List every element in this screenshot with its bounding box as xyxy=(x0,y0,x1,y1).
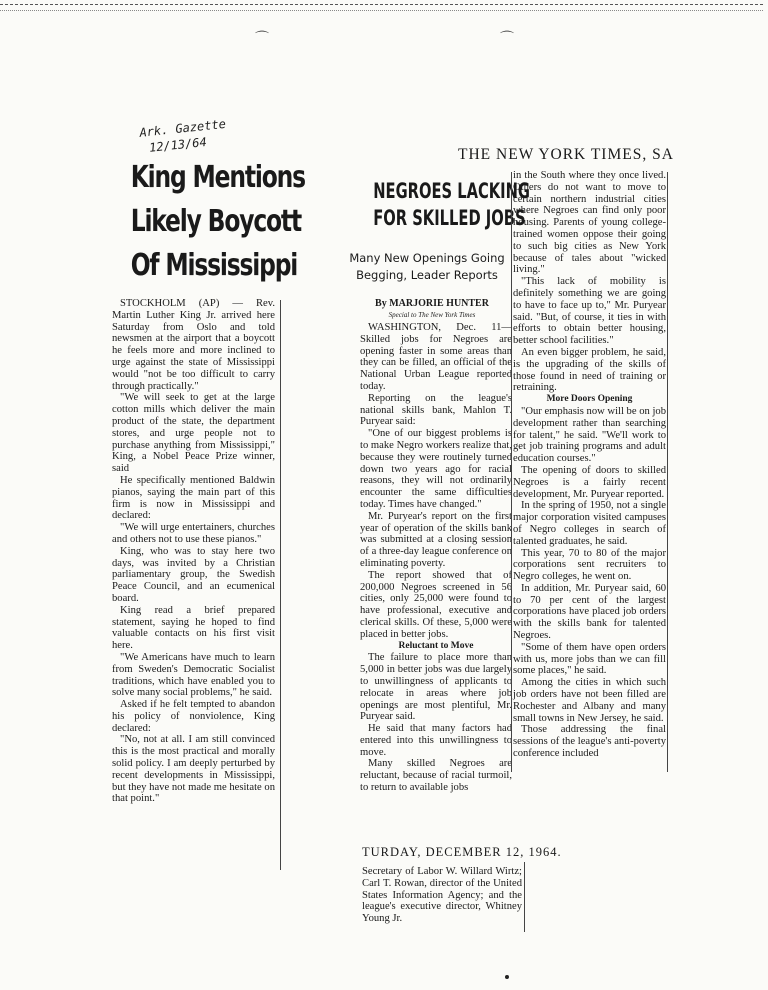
paragraph: "Our emphasis now will be on job development rather than searching for talent," he said. "We'll work to get job training programs and adult education courses." xyxy=(513,405,666,465)
paragraph: King, who was to stay here two days, was invited by a Christian parliamentary group, the Swedish Peace Council, and an ecumenical board. xyxy=(112,545,275,604)
column-rule xyxy=(667,172,668,772)
paragraph: "One of our biggest problems is to make Negro workers realize that, because they were routinely turned down two years ago for racial reasons, they will not ordinarily encounter the same difficulties today. Times have changed." xyxy=(360,428,512,510)
paragraph: King read a brief prepared statement, saying he hoped to find valuable contacts on his first visit here. xyxy=(112,604,275,652)
special-credit: Special to The New York Times xyxy=(388,311,476,319)
paragraph: Asked if he felt tempted to abandon his policy of nonviolence, King declared: xyxy=(112,699,275,734)
scan-edge-line xyxy=(0,4,763,5)
paragraph: The report showed that of 200,000 Negroes screened in 56 cities, only 25,000 were found to have professional, executive and clerical skills. Of these, 5,000 were placed in better jobs. xyxy=(360,569,512,640)
left-headline xyxy=(130,156,305,288)
paragraph: The failure to place more than 5,000 in better jobs was due largely to unwillingness of applicants to relocate in areas where job openings are most plentiful, Mr. Puryear said. xyxy=(360,652,512,723)
right-headline xyxy=(373,178,530,232)
scan-speck xyxy=(505,975,509,979)
left-headline-line: Likely Boycott xyxy=(130,204,301,239)
paragraph: "We Americans have much to learn from Sweden's Democratic Socialist traditions, which have enabled you to solve many social problems," he said. xyxy=(112,651,275,699)
section-subtitle: More Doors Opening xyxy=(546,394,633,405)
paragraph: "No, not at all. I am still convinced this is the most practical and morally solid policy. I am deeply perturbed by recent developments in Mississippi, but they have not made me hesitate on that point." xyxy=(112,734,275,805)
paragraph: Those addressing the final sessions of the league's anti-poverty conference included xyxy=(513,724,666,760)
paragraph: In addition, Mr. Puryear said, 60 to 70 per cent of the largest corporations have placed job orders with the skills bank for talented Negroes. xyxy=(513,582,666,642)
paragraph: The opening of doors to skilled Negroes is a fairly recent development, Mr. Puryear reported. xyxy=(513,464,666,500)
paragraph: In the spring of 1950, not a single major corporation visited campuses of Negro colleges in search of talented graduates, he said. xyxy=(513,500,666,547)
scan-edge-line xyxy=(0,10,763,11)
paragraph: Secretary of Labor W. Willard Wirtz; Carl T. Rowan, director of the United States Information Agency; and the league's executive director, Whitney Young Jr. xyxy=(362,866,522,925)
right-article-continuation xyxy=(362,866,522,946)
paragraph: He specifically mentioned Baldwin pianos, saying the main part of this firm is now in Mississippi and declared: xyxy=(112,474,275,522)
paragraph: "We will seek to get at the large cotton mills which deliver the main product of the state, the department stores, and urge people not to purchase anything from Mississippi," King, a Nobel Peace Prize winner, said xyxy=(112,392,275,475)
paragraph: Mr. Puryear's report on the first year of operation of the skills bank was submitted at a closing session of a three-day league conference on eliminating poverty. xyxy=(360,510,512,569)
scan-mark: ⌒ xyxy=(500,32,514,47)
bottom-dateline: TURDAY, DECEMBER 12, 1964. xyxy=(362,845,562,859)
right-article-column-2 xyxy=(513,170,666,772)
handwritten-date: 12/13/64 xyxy=(148,134,208,155)
column-rule xyxy=(511,172,512,772)
left-article-body xyxy=(112,298,275,873)
scan-mark: ⌒ xyxy=(255,32,269,47)
paragraph: This year, 70 to 80 of the major corporations sent recruiters to Negro colleges, he went on. xyxy=(513,547,666,583)
paragraph: "Some of them have open orders with us, more jobs than we can fill some places," he said. xyxy=(513,641,666,677)
right-headline-line: FOR SKILLED JOBS xyxy=(373,206,526,230)
right-headline-line: NEGROES LACKING xyxy=(373,179,530,203)
left-article xyxy=(112,148,305,878)
column-rule xyxy=(524,862,525,932)
right-article-column-1 xyxy=(360,322,512,794)
handwritten-source: Ark. Gazette xyxy=(138,116,227,140)
paragraph: Many skilled Negroes are reluctant, because of racial turmoil, to return to available jobs xyxy=(360,758,512,794)
paragraph: in the South where they once lived. Others do not want to move to certain northern industrial cities where Negroes can find only poor housing. Parents of young college-trained women oppose their going to such big cities as New York because of tales about "wicked living." xyxy=(513,170,666,276)
paragraph: "This lack of mobility is definitely something we are going to have to face up to," Mr. Puryear said. "But, of course, it ties in with efforts to obtain better housing, better school facilities." xyxy=(513,276,666,347)
paragraph: "We will urge entertainers, churches and others not to use these pianos." xyxy=(112,522,275,545)
byline: By MARJORIE HUNTER xyxy=(375,298,489,309)
paragraph: An even bigger problem, he said, is the upgrading of the skills of those found in need of training or retraining. xyxy=(513,346,666,394)
paragraph: WASHINGTON, Dec. 11— Skilled jobs for Negroes are opening faster in some areas than they can be filled, an official of the National Urban League reported today. xyxy=(360,322,512,392)
paragraph: Reporting on the league's national skills bank, Mahlon T. Puryear said: xyxy=(360,392,512,428)
section-subtitle: Reluctant to Move xyxy=(398,640,474,651)
right-subheadline: Many New Openings Going Begging, Leader Reports xyxy=(349,251,505,282)
paragraph: Among the cities in which such job orders have not been filled are Rochester and Albany and many small towns in New Jersey, he said. xyxy=(513,677,666,724)
paragraph: He said that many factors had entered into this unwillingness to move. xyxy=(360,723,512,758)
paragraph: STOCKHOLM (AP) — Rev. Martin Luther King Jr. arrived here Saturday from Oslo and told newsmen at the airport that a boycott he feels more and more inclined to urge against the state of Mississippi would "not be too difficult to carry through practically." xyxy=(112,298,275,392)
column-rule xyxy=(280,300,281,870)
left-headline-line: King Mentions xyxy=(130,160,305,195)
left-headline-line: Of Mississippi xyxy=(130,248,298,283)
newspaper-masthead: THE NEW YORK TIMES, SA xyxy=(458,146,674,163)
